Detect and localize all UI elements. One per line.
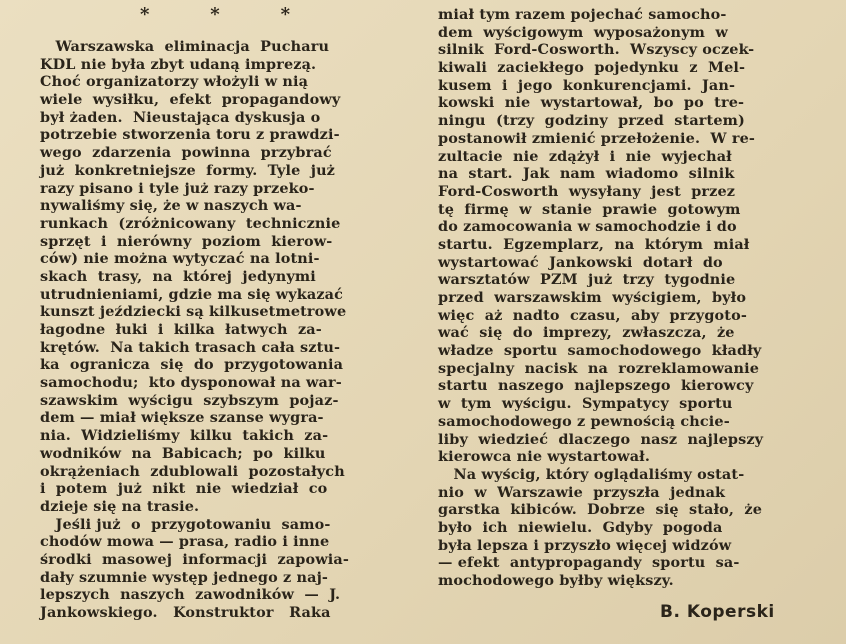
article-line: środki masowej informacji zapowia- (40, 550, 349, 568)
article-line: kiwali zaciekłego pojedynku z Mel- (438, 59, 746, 77)
article-line: i potem już nikt nie wiedział co (40, 480, 328, 498)
article-line: utrudnieniami, gdzie ma się wykazać (40, 285, 344, 303)
article-line: mochodowego byłby większy. (438, 572, 674, 589)
article-line: do zamocowania w samochodzie i do (438, 218, 737, 236)
separator-star: * (280, 4, 290, 25)
article-line: Jeśli już o przygotowaniu samo- (40, 515, 331, 533)
separator-star: * (140, 4, 150, 25)
article-line: Jankowskiego. Konstruktor Raka (40, 604, 331, 621)
article-line: startu naszego najlepszego kierowcy (438, 377, 754, 395)
article-line: wać się do imprezy, zwłaszcza, że (438, 324, 735, 342)
article-line: tę firmę w stanie prawie gotowym (438, 200, 741, 218)
article-line: liby wiedzieć dlaczego nasz najlepszy (438, 430, 764, 448)
article-line: dem — miał większe szanse wygra- (40, 409, 324, 427)
author-signature: B. Koperski (660, 602, 775, 622)
article-line: okrążeniach zdublowali pozostałych (40, 462, 345, 480)
article-line: specjalny nacisk na rozreklamowanie (438, 359, 760, 377)
article-line: więc aż nadto czasu, aby przygoto- (438, 306, 747, 324)
article-line: chodów mowa — prasa, radio i inne (40, 533, 330, 551)
article-line: kunszt jeździecki są kilkusetmetrowe (40, 303, 347, 321)
article-line: postanowił zmienić przełożenie. W re- (438, 129, 756, 147)
article-line: potrzebie stworzenia toru z prawdzi- (40, 126, 340, 144)
article-line: Choć organizatorzy włożyli w nią (40, 73, 309, 91)
article-line: KDL nie była zbyt udaną imprezą. (40, 55, 317, 73)
article-line: warsztatów PZM już trzy tygodnie (438, 271, 736, 289)
article-line: ningu (trzy godziny przed startem) (438, 112, 745, 130)
article-line: razy pisano i tyle już razy przeko- (40, 179, 315, 197)
article-line: wodników na Babicach; po kilku (40, 444, 326, 462)
article-line: dały szumnie występ jednego z naj- (40, 568, 329, 586)
article-line: nywaliśmy się, że w naszych wa- (40, 197, 302, 215)
article-line: startu. Egzemplarz, na którym miał (438, 235, 750, 253)
article-line: kierowca nie wystartował. (438, 448, 651, 466)
article-line: lepszych naszych zawodników — J. (40, 586, 341, 604)
article-line: ka ogranicza się do przygotowania (40, 356, 344, 374)
article-line: silnik Ford-Cosworth. Wszyscy oczek- (438, 41, 755, 59)
article-line: sprzęt i nierówny poziom kierow- (40, 232, 333, 250)
article-line: nia. Widzieliśmy kilku takich za- (40, 427, 329, 445)
article-line: wiele wysiłku, efekt propagandowy (40, 91, 341, 109)
article-line: nio w Warszawie przyszła jednak (438, 483, 726, 501)
article-line: kusem i jego konkurencjami. Jan- (438, 76, 736, 94)
article-line: — efekt antypropagandy sportu sa- (438, 554, 740, 572)
article-line: Warszawska eliminacja Pucharu (40, 38, 330, 55)
article-line: wego zdarzenia powinna przybrać (40, 144, 332, 162)
article-line: szawskim wyścigu szybszym pojaz- (40, 391, 339, 409)
separator-star: * (210, 4, 220, 25)
article-column-right (438, 6, 806, 590)
article-line: przed warszawskim wyścigiem, było (438, 289, 747, 306)
article-line: dem wyścigowym wyposażonym w (438, 23, 728, 41)
article-line: ców) nie można wytyczać na lotni- (40, 250, 320, 268)
article-line: była lepsza i przyszło więcej widzów (438, 536, 732, 554)
article-line: samochodowego z pewnością chcie- (438, 412, 730, 430)
article-line: runkach (zróżnicowany technicznie (40, 214, 341, 232)
section-separator (140, 4, 290, 25)
article-line: Ford-Cosworth wysyłany jest przez (438, 182, 736, 200)
article-line: był żaden. Nieustająca dyskusja o (40, 108, 321, 126)
article-line: w tym wyścigu. Sympatycy sportu (438, 395, 733, 413)
article-line: miał tym razem pojechać samocho- (438, 6, 727, 23)
article-line: Na wyścig, który oglądaliśmy ostat- (438, 465, 745, 483)
article-line: kowski nie wystartował, bo po tre- (438, 94, 745, 112)
article-line: dzieje się na trasie. (40, 497, 200, 515)
article-line: było ich niewielu. Gdyby pogoda (438, 518, 723, 536)
article-line: już konkretniejsze formy. Tyle już (40, 161, 336, 179)
article-line: garstka kibiców. Dobrze się stało, że (438, 501, 763, 519)
article-line: krętów. Na takich trasach cała sztu- (40, 338, 341, 356)
article-line: na start. Jak nam wiadomo silnik (438, 165, 735, 183)
article-line: skach trasy, na której jedynymi (40, 267, 316, 285)
article-line: łagodne łuki i kilka łatwych za- (40, 321, 322, 338)
article-line: zultacie nie zdążył i nie wyjechał (438, 147, 732, 165)
article-line: władze sportu samochodowego kładły (438, 342, 762, 360)
article-line: wystartować Jankowski dotarł do (438, 253, 723, 271)
article-line: samochodu; kto dysponował na war- (40, 374, 342, 392)
article-column-left (40, 38, 408, 622)
